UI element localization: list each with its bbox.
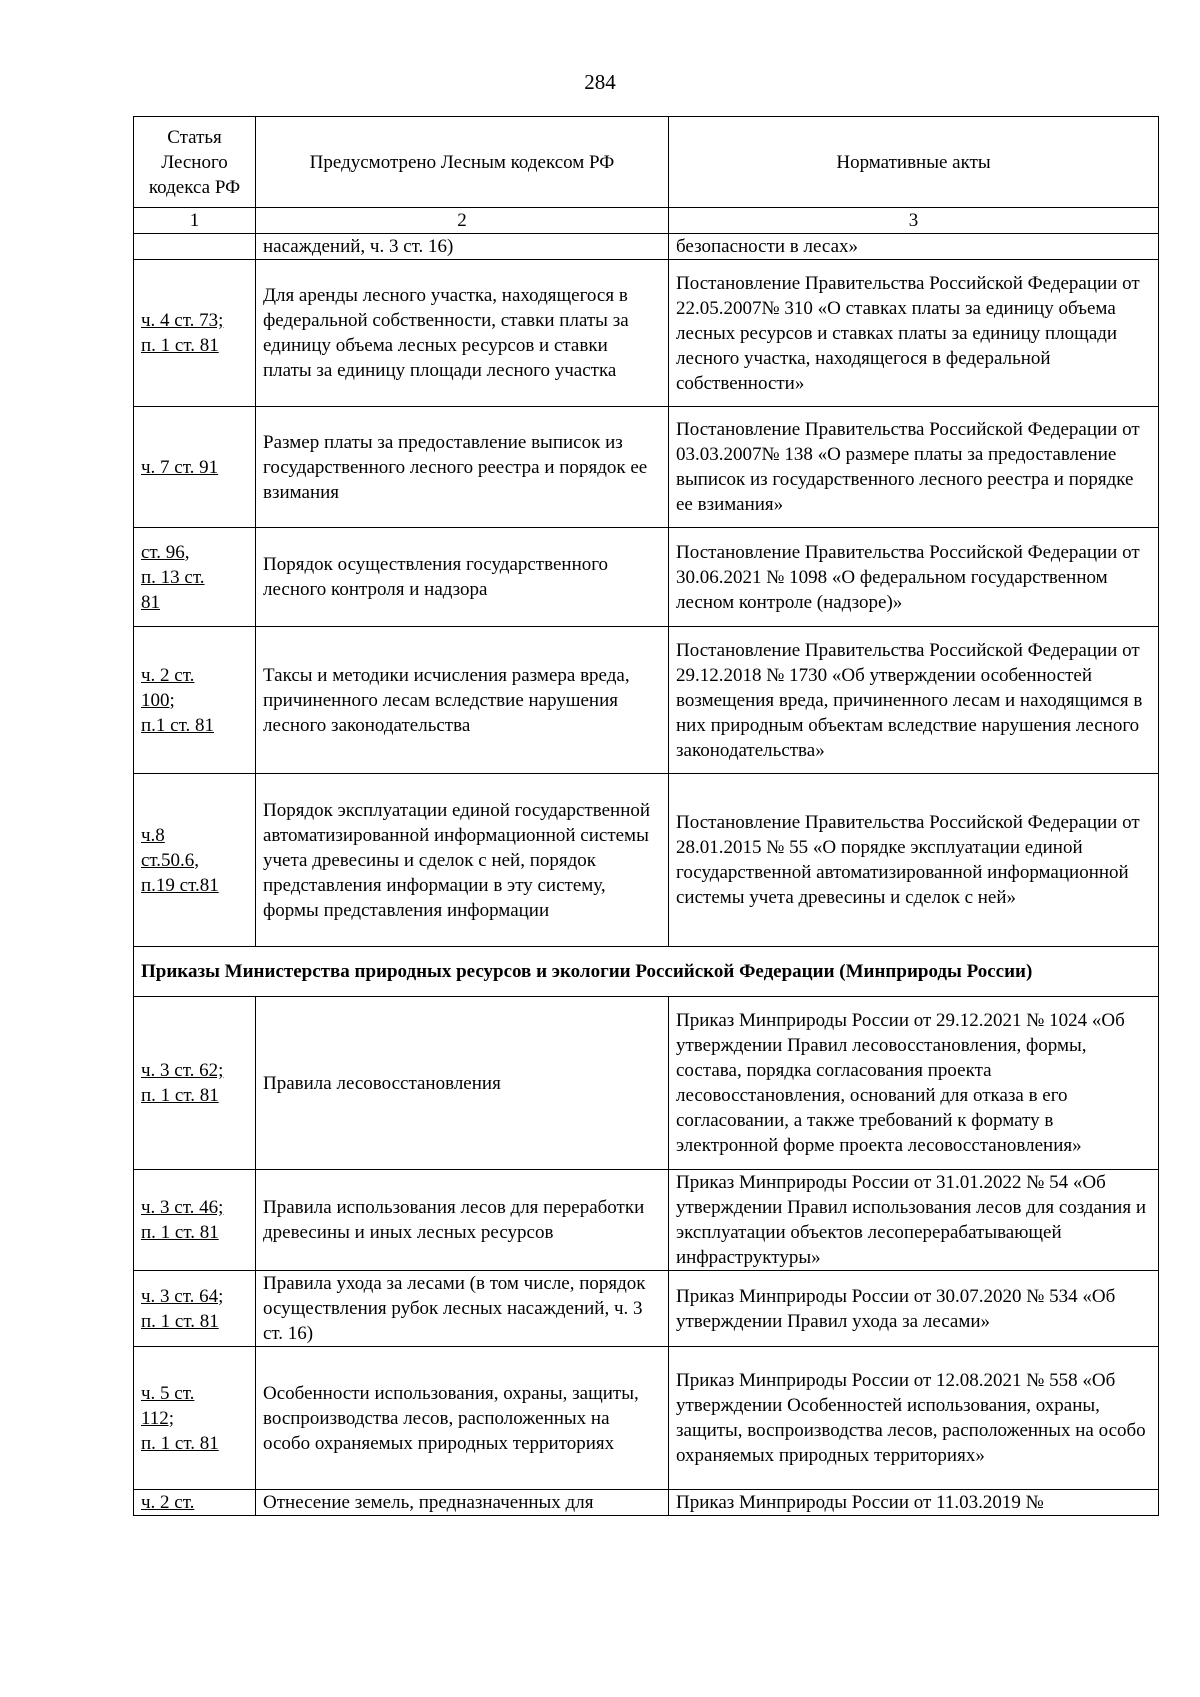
- table-row: [134, 774, 1159, 947]
- table-row: [134, 627, 1159, 774]
- article-cell: [134, 407, 256, 528]
- article-link[interactable]: п. 1 ст. 81: [141, 1222, 219, 1243]
- table-row: [134, 528, 1159, 627]
- act-cell: Приказ Минприроды России от 31.01.2022 № 54 «Об утверждении Правил использования лесов для создания и эксплуатации объектов лесоперерабатывающей инфраструктуры»: [669, 1170, 1159, 1271]
- article-link[interactable]: п. 1 ст. 81: [141, 335, 219, 356]
- article-link[interactable]: ч. 3 ст. 62;: [141, 1060, 224, 1081]
- article-cell: [134, 1490, 256, 1516]
- act-cell: Приказ Минприроды России от 11.03.2019 №: [669, 1490, 1159, 1516]
- article-link[interactable]: ч. 2 ст.: [141, 664, 195, 686]
- article-link[interactable]: ст.50.6,: [141, 849, 200, 871]
- article-link[interactable]: п. 1 ст. 81: [141, 1432, 219, 1454]
- provision-cell: насаждений, ч. 3 ст. 16): [256, 234, 669, 260]
- provision-cell: Для аренды лесного участка, находящегося в федеральной собственности, ставки платы за единицу объема лесных ресурсов и ставки платы за единицу площади лесного участка: [256, 260, 669, 407]
- article-link[interactable]: 112;: [141, 1407, 175, 1429]
- act-cell: безопасности в лесах»: [669, 234, 1159, 260]
- column-number: 2: [256, 208, 669, 234]
- article-cell: [134, 1347, 256, 1490]
- provision-cell: Правила ухода за лесами (в том числе, порядок осуществления рубок лесных насаждений, ч. 3 ст. 16): [256, 1271, 669, 1347]
- article-cell: [134, 1271, 256, 1347]
- act-cell: Постановление Правительства Российской Федерации от 03.03.2007№ 138 «О размере платы за предоставление выписок из государственного лесного реестра и порядке ее взимания»: [669, 407, 1159, 528]
- article-link[interactable]: ч. 5 ст.: [141, 1382, 195, 1404]
- act-cell: Постановление Правительства Российской Федерации от 22.05.2007№ 310 «О ставках платы за единицу объема лесных ресурсов и ставках платы за единицу площади лесного участка, находящегося в федеральной собственности»: [669, 260, 1159, 407]
- provision-cell: Правила использования лесов для переработки древесины и иных лесных ресурсов: [256, 1170, 669, 1271]
- act-cell: Приказ Минприроды России от 30.07.2020 № 534 «Об утверждении Правил ухода за лесами»: [669, 1271, 1159, 1347]
- act-cell: Постановление Правительства Российской Федерации от 28.01.2015 № 55 «О порядке эксплуатации единой государственной автоматизированной информационной системы учета древесины и сделок с ней»: [669, 774, 1159, 947]
- article-link[interactable]: ст. 96,: [141, 541, 190, 563]
- article-link[interactable]: ч. 7 ст. 91: [141, 456, 219, 478]
- table-row: [134, 1170, 1159, 1271]
- header-article: Статья Лесного кодекса РФ: [134, 117, 256, 208]
- provision-cell: Размер платы за предоставление выписок из государственного лесного реестра и порядок ее взимания: [256, 407, 669, 528]
- provision-cell: Отнесение земель, предназначенных для: [256, 1490, 669, 1516]
- table-row: [134, 1490, 1159, 1516]
- article-link[interactable]: п. 13 ст.: [141, 566, 205, 588]
- article-link[interactable]: 100;: [141, 689, 175, 711]
- article-cell: [134, 260, 256, 407]
- article-link[interactable]: п. 1 ст. 81: [141, 1310, 219, 1332]
- table-row: [134, 407, 1159, 528]
- table-row: [134, 997, 1159, 1170]
- provision-cell: Особенности использования, охраны, защиты, воспроизводства лесов, расположенных на особо охраняемых природных территориях: [256, 1347, 669, 1490]
- regulations-table: [133, 116, 1159, 1516]
- page-number: 284: [584, 70, 616, 94]
- article-link[interactable]: п.1 ст. 81: [141, 714, 214, 736]
- header-acts: Нормативные акты: [669, 117, 1159, 208]
- article-cell: [134, 1170, 256, 1271]
- act-cell: Постановление Правительства Российской Федерации от 29.12.2018 № 1730 «Об утверждении особенностей возмещения вреда, причиненного лесам и находящимся в них природным объектам вследствие нарушения лесного законодательства»: [669, 627, 1159, 774]
- provision-cell: Правила лесовосстановления: [256, 997, 669, 1170]
- section-title: Приказы Министерства природных ресурсов и экологии Российской Федерации (Минприроды России): [134, 947, 1159, 997]
- table-row: [134, 1347, 1159, 1490]
- header-row: [134, 117, 1159, 208]
- article-link[interactable]: ч. 4 ст. 73;: [141, 310, 224, 331]
- article-cell: [134, 774, 256, 947]
- article-link[interactable]: ч. 2 ст.: [141, 1492, 195, 1513]
- article-link[interactable]: ч. 3 ст. 46;: [141, 1197, 224, 1218]
- act-cell: Постановление Правительства Российской Федерации от 30.06.2021 № 1098 «О федеральном государственном лесном контроле (надзоре)»: [669, 528, 1159, 627]
- article-link[interactable]: ч. 3 ст. 64;: [141, 1285, 224, 1307]
- act-cell: Приказ Минприроды России от 29.12.2021 № 1024 «Об утверждении Правил лесовосстановления, формы, состава, порядка согласования проекта лесовосстановления, оснований для отказа в его согласовании, а также требований к формату в электронной форме проекта лесовосстановления»: [669, 997, 1159, 1170]
- article-cell: [134, 627, 256, 774]
- column-number: 1: [134, 208, 256, 234]
- table-row: [134, 1271, 1159, 1347]
- article-link[interactable]: 81: [141, 591, 160, 613]
- article-link[interactable]: п. 1 ст. 81: [141, 1085, 219, 1106]
- provision-cell: Порядок эксплуатации единой государственной автоматизированной информационной системы учета древесины и сделок с ней, порядок представления информации в эту систему, формы представления информации: [256, 774, 669, 947]
- header-provision: Предусмотрено Лесным кодексом РФ: [256, 117, 669, 208]
- article-cell: [134, 528, 256, 627]
- provision-cell: Порядок осуществления государственного лесного контроля и надзора: [256, 528, 669, 627]
- article-link[interactable]: п.19 ст.81: [141, 874, 219, 896]
- article-cell: [134, 997, 256, 1170]
- provision-cell: Таксы и методики исчисления размера вреда, причиненного лесам вследствие нарушения лесного законодательства: [256, 627, 669, 774]
- section-row: [134, 947, 1159, 997]
- article-link[interactable]: ч.8: [141, 824, 165, 846]
- table-row: [134, 260, 1159, 407]
- act-cell: Приказ Минприроды России от 12.08.2021 № 558 «Об утверждении Особенностей использования, охраны, защиты, воспроизводства лесов, расположенных на особо охраняемых природных территориях»: [669, 1347, 1159, 1490]
- column-number: 3: [669, 208, 1159, 234]
- column-numbers-row: [134, 208, 1159, 234]
- table-row: [134, 234, 1159, 260]
- article-cell: [134, 234, 256, 260]
